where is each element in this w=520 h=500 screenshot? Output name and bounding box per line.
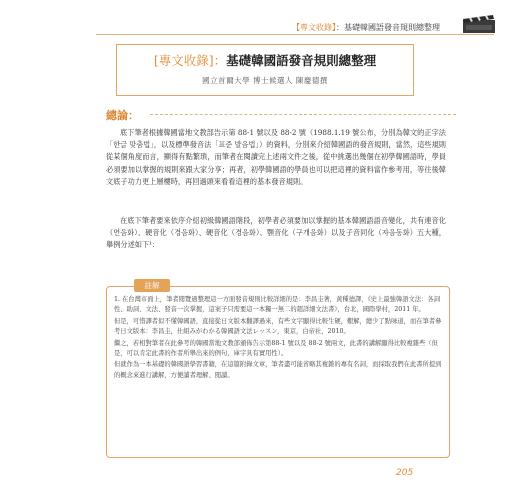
film-clapper-icon <box>462 14 496 34</box>
article-author: 國立首爾大學 博士候選人 陳慶德撰 <box>202 76 328 85</box>
note-item: 繼之，若相對筆者在此參考的韓國當地文教部頒佈告示第88-1 號以及 88-2 號兩文，此書的講解顯得比較複雜些（但是，可以肯定此書的作者所舉出來的例句，庫字具有實用性）。 <box>114 339 438 358</box>
running-header <box>292 22 440 33</box>
section-heading: 總論： <box>106 109 139 122</box>
article-title <box>117 51 413 69</box>
article-tag: [專文收錄]： <box>153 53 227 68</box>
header-title: ：基礎韓國語發音規則總整理 <box>336 23 440 32</box>
notes-label: 註解 <box>134 279 170 292</box>
header-rule <box>96 34 494 35</box>
page-number: 205 <box>396 468 414 478</box>
section-rule <box>150 114 456 115</box>
article-title-box <box>116 44 414 96</box>
note-item: 1. 在台灣市面上，筆者閱覽過整理這一方面發音規則比較詳細的是：李昌圭著，黃種德譯，《史上最強韓語文法：各詞性、助詞、文法、發音一次掌握，這案子只需要這一本獨一無二的超詳細文法書》，台北，國際學村，2011 年。 <box>114 296 441 314</box>
header-category: 【專文收錄】 <box>292 23 336 32</box>
note-item: 但就作為一本基礎的韓國語學習書籍，在這篇附錄文章，筆者盡可能省略其複雜的專有名詞，而採取我們在此書所提到的概念來進行講解，方便讀者理解、閱讀。 <box>114 361 442 379</box>
note-item: 但是，可惜譯者似不懂韓國語，直接從日文版本翻譯過來，有些文字顯得比較生硬，艱解，總少了點味道，而在筆者參考日文版本：李昌圭，仕組みがわかる韓國語文法レッスン，東京，白帝社，2010。 <box>114 317 442 336</box>
article-title-text: 基礎韓國語發音規則總整理 <box>226 53 377 68</box>
notes-list <box>114 295 442 382</box>
body-paragraph-1: 底下筆者根據韓國當地文教部告示第 88-1 號以及 88-2 號（1988.1.19 號公布，分別為韓文的正字法「한글 맞춤법」，以及標準發音法「표준 발음법」）的資料，分別來介紹韓國語的發音規則，當然，這些規則從某個角度而言，顯得有點繁瑣，而筆者在閱讀完上述兩文件之後，從中挑選出幾個在初學韓國語時，學員必須要加以掌握的規則來跟大家分享；再者，初學韓國語的學員也可以把這裡的資料當作參考用，等往後韓文底子功力更上層樓時，再回過頭來看看這裡的基本發音規則。 <box>106 128 446 186</box>
body-paragraph-2: 在底下筆者要來依序介紹初級韓國語階段，初學者必須要加以掌握的基本韓國語語音變化，共有連音化（연음화）、硬音化（경음화）、硬音化（경음화）、顎音化（구개음화）以及子音同化（자음동화）五大種，舉例分述如下¹： <box>106 216 446 250</box>
